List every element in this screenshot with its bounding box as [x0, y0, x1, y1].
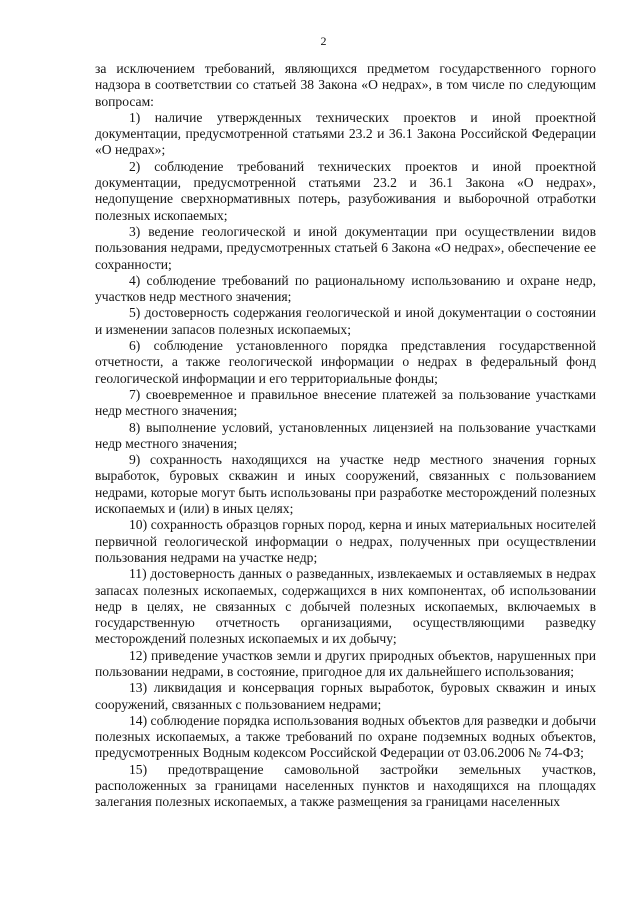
list-item: 9) сохранность находящихся на участке недр местного значения горных выработок, буровых скважин и иных сооружений, связанных с пользованием недрами, которые могут быть использованы при разработке месторождений полезных ископаемых и (или) в иных целях; — [95, 452, 596, 517]
list-item: 14) соблюдение порядка использования водных объектов для разведки и добычи полезных ископаемых, а также требований по охране подземных водных объектов, предусмотренных Водным кодексом Российской Федерации от 03.06.2006 № 74-ФЗ; — [95, 712, 596, 761]
page-number: 2 — [320, 34, 327, 48]
list-item: 6) соблюдение установленного порядка представления государственной отчетности, а также геологической информации о недрах в федеральный фонд геологической информации и его территориальные фонды; — [95, 338, 596, 386]
list-item: 8) выполнение условий, установленных лицензией на пользование участками недр местного значения; — [95, 419, 596, 451]
list-item: 13) ликвидация и консервация горных выработок, буровых скважин и иных сооружений, связанных с пользованием недрами; — [95, 680, 596, 712]
list-item: 3) ведение геологической и иной документации при осуществлении видов пользования недрами, предусмотренных статьей 6 Закона «О недрах», обеспечение ее сохранности; — [95, 223, 596, 272]
list-item: 15) предотвращение самовольной застройки земельных участков, расположенных за границами населенных пунктов и находящихся на площадях залегания полезных ископаемых, а также размещения за границами населенных — [95, 761, 596, 810]
intro-paragraph: за исключением требований, являющихся предметом государственного горного надзора в соответствии со статьей 38 Закона «О недрах», в том числе по следующим вопросам: — [95, 61, 596, 109]
list-item: 1) наличие утвержденных технических проектов и иной проектной документации, предусмотренной статьями 23.2 и 36.1 Закона Российской Федерации «О недрах»; — [95, 109, 596, 158]
list-item: 5) достоверность содержания геологической и иной документации о состоянии и изменении запасов полезных ископаемых; — [95, 305, 596, 337]
document-body — [95, 61, 596, 811]
list-item: 4) соблюдение требований по рациональному использованию и охране недр, участков недр местного значения; — [95, 272, 596, 305]
list-item: 7) своевременное и правильное внесение платежей за пользование участками недр местного значения; — [95, 386, 596, 419]
list-item: 2) соблюдение требований технических проектов и иной проектной документации, предусмотренной статьями 23.2 и 36.1 Закона «О недрах», недопущение сверхнормативных потерь, разубоживания и выборочной отработки полезных ископаемых; — [95, 158, 596, 223]
list-item: 12) приведение участков земли и других природных объектов, нарушенных при пользовании недрами, в состояние, пригодное для их дальнейшего использования; — [95, 647, 596, 679]
list-item: 10) сохранность образцов горных пород, керна и иных материальных носителей первичной геологической информации о недрах, полученных при осуществлении пользования недрами на участке недр; — [95, 517, 596, 565]
list-item: 11) достоверность данных о разведанных, извлекаемых и оставляемых в недрах запасах полезных ископаемых, содержащихся в них компонентах, об использовании недр в целях, не связанных с добычей полезных ископаемых, включаемых в государственную отчетность организациями, осуществляющими разведку месторождений полезных ископаемых и их добычу; — [95, 566, 596, 647]
